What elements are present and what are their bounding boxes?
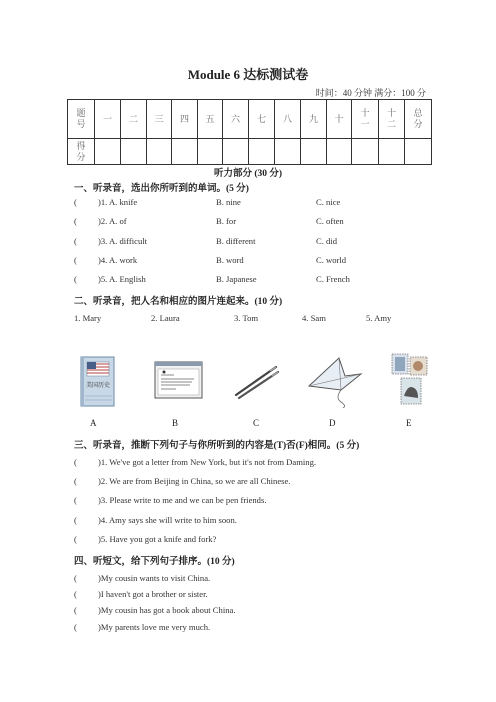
stamps-picture (390, 352, 430, 408)
kite-picture (305, 356, 365, 408)
statement-text: )1. We've got a letter from New York, but it's not from Daming. (98, 457, 317, 467)
answer-bracket: ( (74, 274, 77, 284)
score-cell (121, 139, 147, 165)
picture-label-e: E (406, 418, 412, 428)
listening-part-heading: 听力部分 (30 分) (213, 169, 283, 179)
score-cell (352, 139, 379, 165)
option-b: B. different (216, 236, 256, 246)
picture-label-c: C (253, 418, 260, 428)
option-b: B. Japanese (216, 274, 257, 284)
option-a: )1. A. knife (98, 197, 138, 207)
col-header: 五 (198, 100, 223, 139)
name-amy: 5. Amy (366, 313, 392, 323)
col-header: 七 (249, 100, 275, 139)
score-cell (95, 139, 121, 165)
statement-text: )3. Please write to me and we can be pen friends. (98, 495, 267, 505)
name-tom: 3. Tom (234, 313, 259, 323)
option-a: )4. A. work (98, 255, 138, 265)
option-c: C. often (316, 216, 344, 226)
sentence-text: )My cousin has got a book about China. (98, 605, 236, 615)
score-cell (405, 139, 432, 165)
score-cell (327, 139, 352, 165)
book-picture (80, 356, 116, 408)
letter-picture (154, 361, 204, 401)
name-mary: 1. Mary (74, 313, 102, 323)
statement-text: )4. Amy says she will write to him soon. (98, 515, 237, 525)
answer-bracket: ( (74, 216, 77, 226)
row-header-tihao: 题 号 (68, 100, 95, 139)
answer-bracket: ( (74, 197, 77, 207)
name-sam: 4. Sam (302, 313, 326, 323)
col-header: 十 (327, 100, 352, 139)
score-cell (275, 139, 301, 165)
section2-heading: 二、听录音，把人名和相应的图片连起来。(10 分) (74, 297, 283, 307)
answer-bracket: ( (74, 495, 77, 505)
col-header: 九 (301, 100, 327, 139)
option-a: )5. A. English (98, 274, 146, 284)
score-cell (379, 139, 405, 165)
answer-bracket: ( (74, 534, 77, 544)
option-a: )3. A. difficult (98, 236, 148, 246)
page-title: Module 6 达标测试卷 (187, 67, 309, 82)
option-c: C. French (316, 274, 350, 284)
score-cell (147, 139, 172, 165)
section1-heading: 一、听录音，选出你所听到的单词。(5 分) (74, 184, 249, 194)
picture-label-d: D (329, 418, 336, 428)
sentence-text: )I haven't got a brother or sister. (98, 589, 208, 599)
score-table (67, 99, 432, 165)
option-c: C. did (316, 236, 338, 246)
sentence-text: )My parents love me very much. (98, 622, 211, 632)
score-cell (301, 139, 327, 165)
book-cover-text: 美国历史 (86, 383, 111, 389)
row-header-defen: 得 分 (68, 139, 95, 165)
option-c: C. world (316, 255, 347, 265)
name-laura: 2. Laura (151, 313, 180, 323)
col-header: 十 二 (379, 100, 405, 139)
col-header: 四 (172, 100, 198, 139)
answer-bracket: ( (74, 476, 77, 486)
score-table-header-row (68, 100, 432, 139)
answer-bracket: ( (74, 457, 77, 467)
col-header: 十 一 (352, 100, 379, 139)
option-b: B. word (216, 255, 244, 265)
col-header: 三 (147, 100, 172, 139)
col-header: 六 (223, 100, 249, 139)
score-cell (249, 139, 275, 165)
col-header: 二 (121, 100, 147, 139)
score-cell (172, 139, 198, 165)
answer-bracket: ( (74, 622, 77, 632)
answer-bracket: ( (74, 605, 77, 615)
score-cell (223, 139, 249, 165)
statement-text: )5. Have you got a knife and fork? (98, 534, 217, 544)
time-info: 时间：40 分钟 满分：100 分 (315, 88, 426, 98)
answer-bracket: ( (74, 236, 77, 246)
option-b: B. nine (216, 197, 241, 207)
section3-heading: 三、听录音，推断下列句子与你所听到的内容是(T)否(F)相同。(5 分) (74, 441, 360, 451)
picture-label-b: B (172, 418, 179, 428)
sentence-text: )My cousin wants to visit China. (98, 573, 211, 583)
answer-bracket: ( (74, 255, 77, 265)
option-a: )2. A. of (98, 216, 127, 226)
score-table-score-row (68, 139, 432, 165)
col-header: 八 (275, 100, 301, 139)
picture-label-a: A (90, 418, 97, 428)
section4-heading: 四、听短文，给下列句子排序。(10 分) (74, 557, 235, 567)
col-header: 总 分 (405, 100, 432, 139)
col-header: 一 (95, 100, 121, 139)
answer-bracket: ( (74, 573, 77, 583)
option-c: C. nice (316, 197, 341, 207)
answer-bracket: ( (74, 589, 77, 599)
answer-bracket: ( (74, 515, 77, 525)
chopsticks-picture (232, 362, 280, 400)
option-b: B. for (216, 216, 237, 226)
statement-text: )2. We are from Beijing in China, so we are all Chinese. (98, 476, 291, 486)
score-cell (198, 139, 223, 165)
